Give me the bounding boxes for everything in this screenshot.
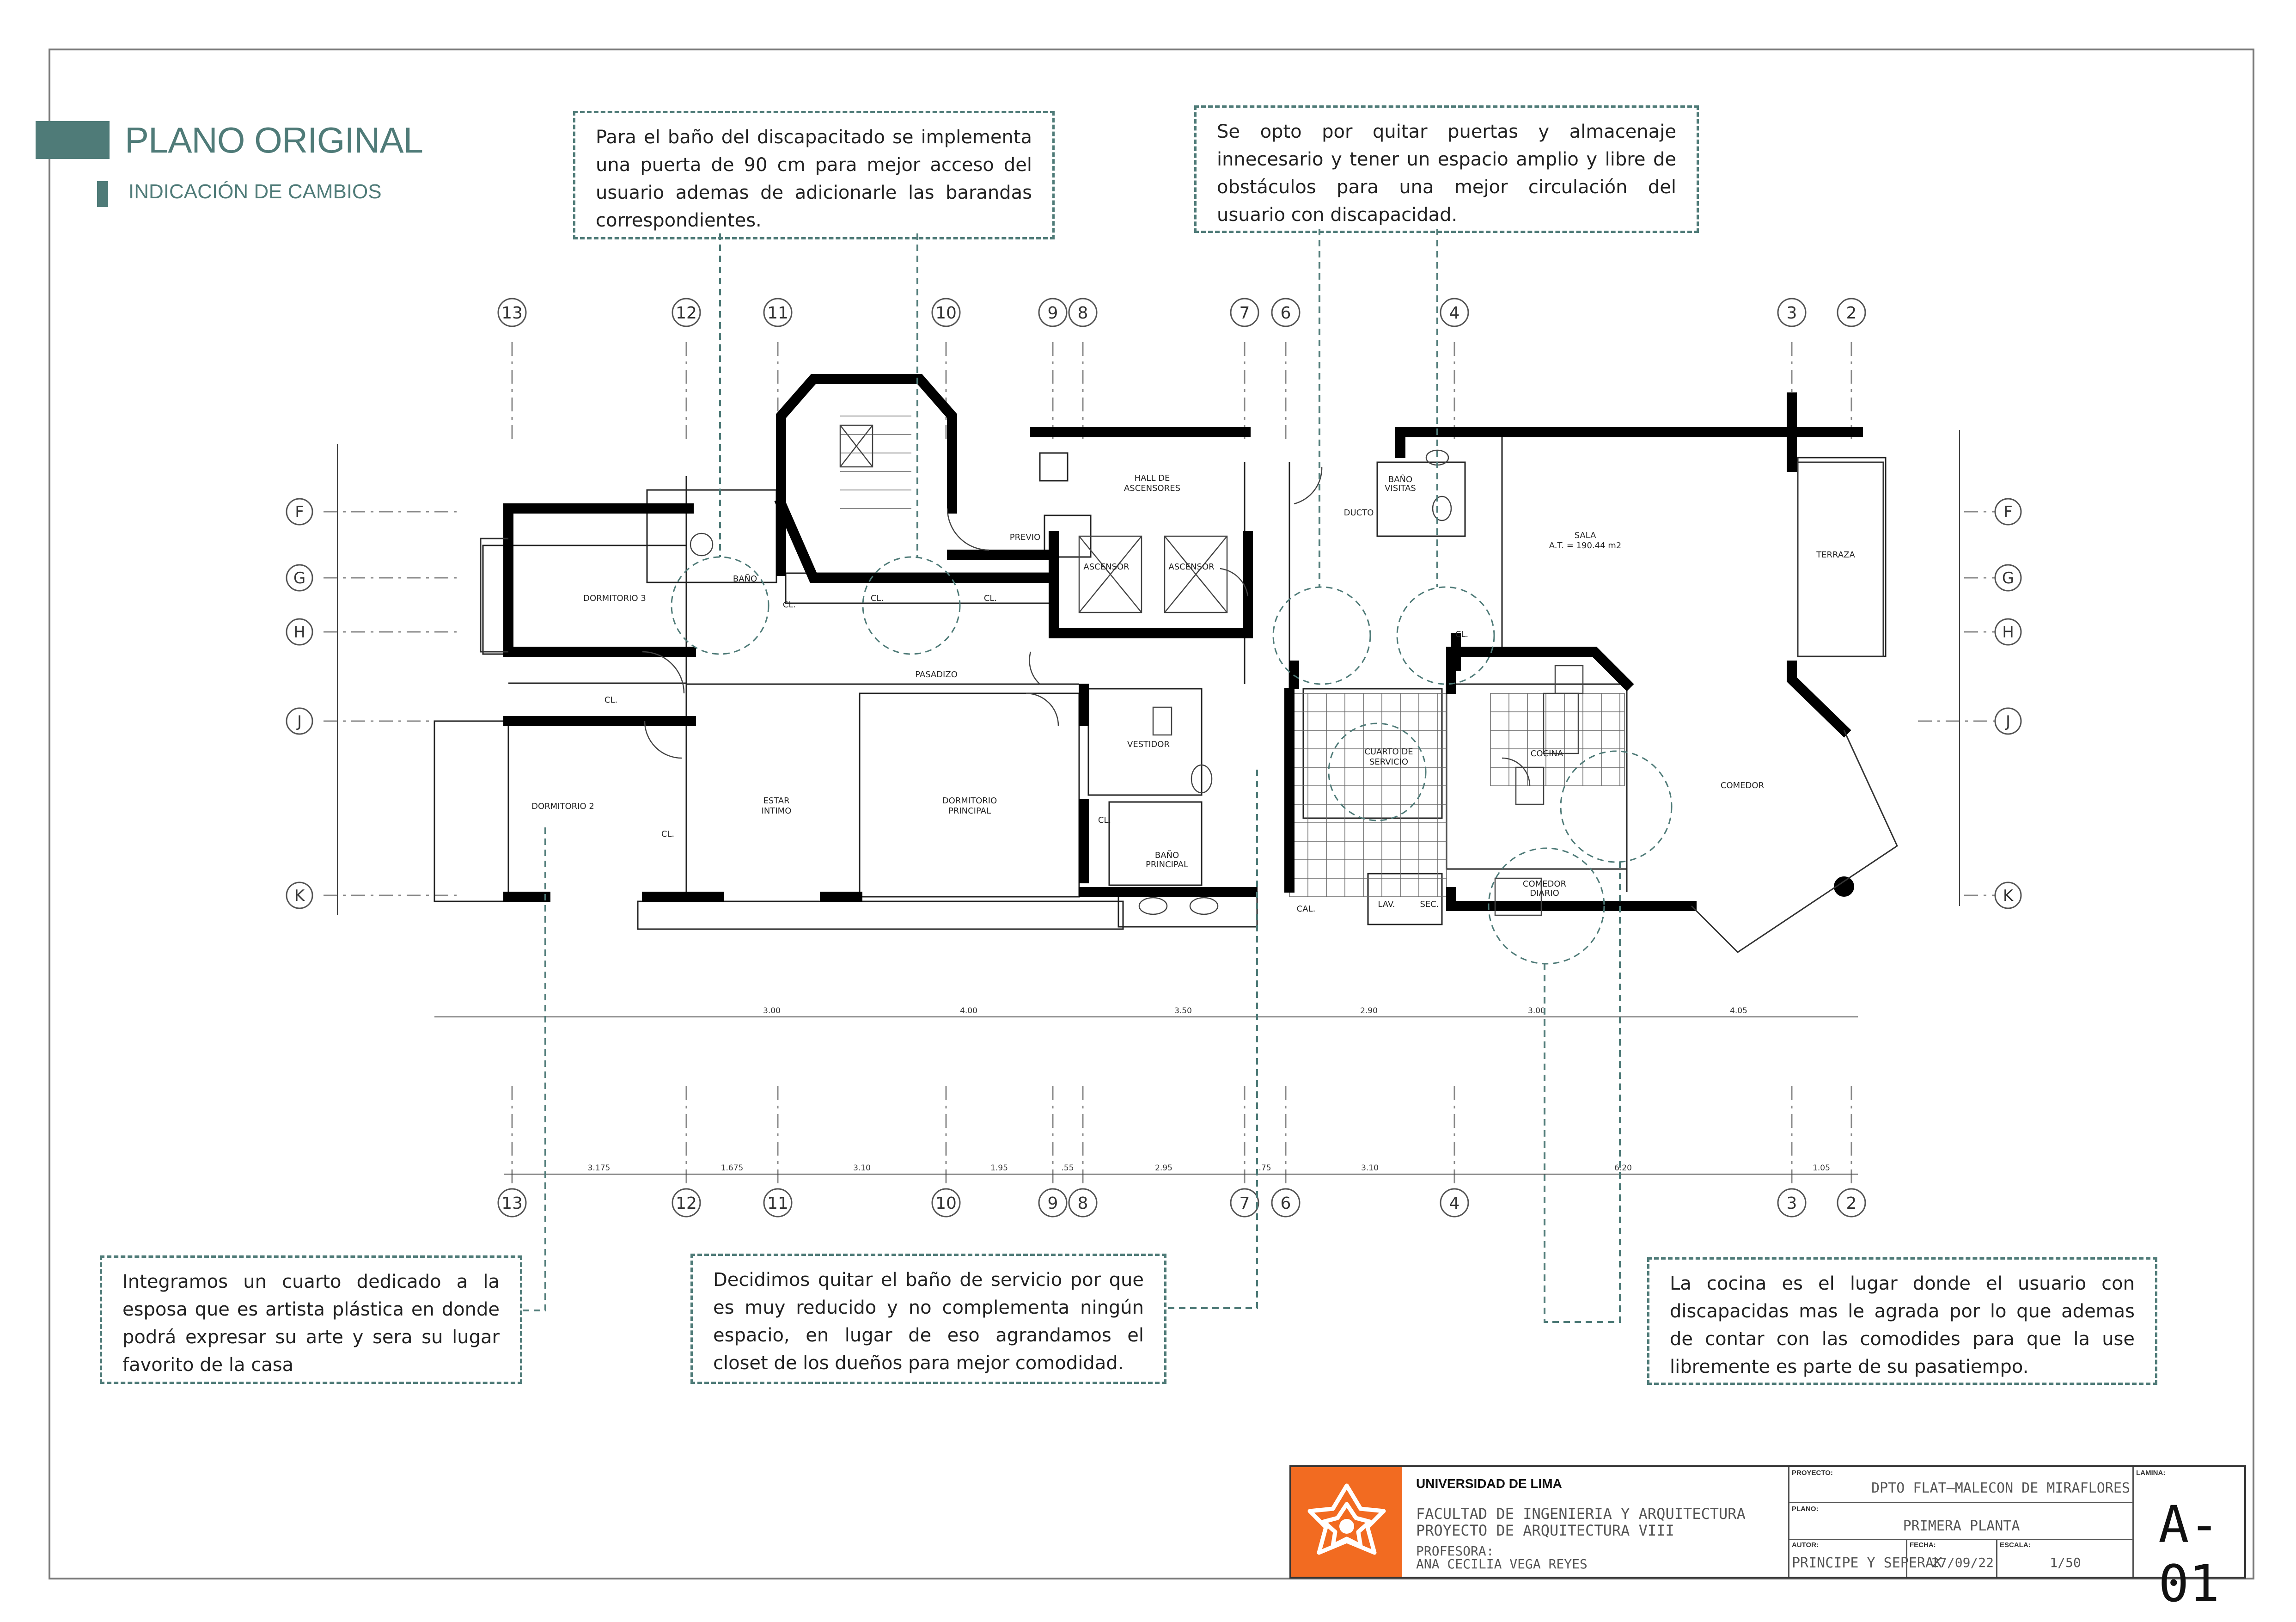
escala-label: ESCALA:: [2000, 1541, 2031, 1549]
plano-label: PLANO:: [1792, 1505, 1819, 1513]
room-label-ascensor: ASCENSOR: [1083, 562, 1130, 572]
fecha-value: 27/09/22: [1931, 1555, 1994, 1570]
dimension-label: 2.90: [1360, 1006, 1378, 1016]
room-label-lav: LAV.: [1378, 900, 1395, 909]
room-label-closet: CL.: [661, 829, 675, 839]
column-label: 8: [1077, 304, 1088, 323]
column-label: 7: [1239, 1194, 1250, 1213]
room-label-cocina: COCINA: [1530, 749, 1563, 759]
column-label: 10: [935, 304, 957, 323]
fecha-label: FECHA:: [1910, 1541, 1936, 1549]
row-label: F: [2003, 503, 2013, 521]
column-label: 4: [1449, 304, 1460, 323]
room-label-dorm-principal: DORMITORIO: [942, 796, 997, 806]
room-label-bano: BAÑO: [733, 574, 757, 584]
row-label: J: [297, 712, 302, 731]
column-label: 8: [1077, 1194, 1088, 1213]
room-label-intimo: INTIMO: [761, 806, 792, 816]
dimension-label: 1.05: [1813, 1163, 1830, 1173]
column-label: 3: [1786, 304, 1797, 323]
dimension-label: 2.95: [1155, 1163, 1172, 1173]
room-label-dormitorio-2: DORMITORIO 2: [531, 802, 594, 811]
room-label-ducto: DUCTO: [1343, 508, 1374, 518]
column-label: 13: [501, 304, 523, 323]
room-labels: [531, 473, 1855, 914]
autor-value: PRINCIPE Y SEPERAK: [1792, 1555, 1942, 1571]
room-label-closet: CL.: [1455, 630, 1469, 639]
room-label-closet: CL.: [870, 594, 884, 603]
proyecto-value: DPTO FLAT–MALECON DE MIRAFLORES: [1871, 1480, 2130, 1496]
faculty-name: FACULTAD DE INGENIERIA Y ARQUITECTURA: [1416, 1505, 1746, 1523]
lamina-value: A-01: [2158, 1495, 2220, 1613]
university-logo: [1291, 1467, 1402, 1577]
row-labels: [293, 503, 2014, 905]
column-bubbles-top: [498, 299, 1865, 326]
row-label: F: [295, 503, 304, 521]
room-label-previo: PREVIO: [1009, 533, 1041, 542]
room-label-cal: CAL.: [1296, 904, 1316, 914]
university-name: UNIVERSIDAD DE LIMA: [1416, 1476, 1562, 1491]
room-label-dormitorio-3: DORMITORIO 3: [583, 594, 646, 603]
room-label-closet: CL.: [782, 600, 796, 610]
column-label: 9: [1047, 304, 1058, 323]
room-label-bano-principal-2: PRINCIPAL: [1145, 860, 1189, 869]
dimension-label: 1.675: [721, 1163, 744, 1173]
note-accessible-bathroom: Para el baño del discapacitado se implementa una puerta de 90 cm para mejor acceso del usuario ademas de adicionarle las barandas correspondientes.: [573, 111, 1055, 239]
room-label-closet: CL.: [1098, 815, 1111, 825]
room-label-area: A.T. = 190.44 m2: [1549, 541, 1622, 551]
room-label-comedor-diario-2: DIARIO: [1530, 888, 1559, 898]
column-label: 11: [767, 304, 788, 323]
room-label-bano-visitas-2: VISITAS: [1385, 484, 1416, 493]
room-label-vestidor: VESTIDOR: [1127, 740, 1170, 749]
dimension-label: 3.50: [1174, 1006, 1192, 1016]
room-label-bano-visitas: BAÑO: [1388, 475, 1413, 484]
plano-value: PRIMERA PLANTA: [1903, 1518, 2020, 1534]
room-label-bano-principal: BAÑO: [1154, 851, 1179, 860]
room-label-ascensor: ASCENSOR: [1168, 562, 1215, 572]
room-label-comedor: COMEDOR: [1720, 781, 1765, 790]
room-label-comedor-diario: COMEDOR: [1522, 879, 1567, 889]
room-label-terraza: TERRAZA: [1816, 550, 1855, 560]
note-art-room: Integramos un cuarto dedicado a la esposa que es artista plástica en donde podrá expresar su arte y sera su lugar favorito de la casa: [100, 1255, 522, 1384]
dimension-label: 3.175: [587, 1163, 611, 1173]
room-label-hall-2: ASCENSORES: [1124, 484, 1181, 493]
grid-lines: [324, 342, 1997, 1183]
column-bubbles-bottom: [498, 1189, 1865, 1217]
column-label: 12: [676, 304, 697, 323]
note-kitchen: La cocina es el lugar donde el usuario con discapacidas mas le agrada por lo que ademas de contar con las comodides para que la use libremente es parte de su pasatiempo.: [1647, 1257, 2157, 1385]
column-label: 6: [1280, 304, 1291, 323]
row-bubbles: [287, 499, 2021, 908]
lamina-label: LAMINA:: [2136, 1469, 2166, 1477]
room-label-pasadizo: PASADIZO: [915, 670, 958, 679]
dimension-label: 6.20: [1614, 1163, 1632, 1173]
column-label: 10: [935, 1194, 957, 1213]
dimension-label: 3.10: [853, 1163, 871, 1173]
dimension-label: .75: [1258, 1163, 1271, 1173]
room-label-sec: SEC.: [1420, 900, 1439, 909]
autor-label: AUTOR:: [1792, 1541, 1819, 1549]
column-label: 6: [1280, 1194, 1291, 1213]
course-name: PROYECTO DE ARQUITECTURA VIII: [1416, 1522, 1674, 1539]
room-label-estar: ESTAR: [763, 796, 790, 806]
teacher-name: ANA CECILIA VEGA REYES: [1416, 1556, 1588, 1572]
dimension-label: 4.05: [1730, 1006, 1747, 1016]
row-label: G: [2002, 569, 2015, 588]
row-label: H: [2002, 623, 2014, 642]
room-label-cuarto-servicio-2: SERVICIO: [1369, 757, 1408, 767]
dimension-label: 3.00: [1528, 1006, 1545, 1016]
room-label-closet: CL.: [983, 594, 997, 603]
column-label: 2: [1846, 304, 1857, 323]
row-label: J: [2005, 712, 2011, 731]
row-label: H: [293, 623, 305, 642]
proyecto-label: PROYECTO:: [1792, 1469, 1833, 1477]
dimension-label: 3.00: [763, 1006, 781, 1016]
note-removed-doors: Se opto por quitar puertas y almacenaje innecesario y tener un espacio amplio y libre de obstáculos para una mejor circulación del usuario con discapacidad.: [1194, 105, 1699, 233]
column-label: 3: [1786, 1194, 1797, 1213]
room-label-cuarto-servicio: CUARTO DE: [1364, 747, 1413, 757]
row-label: K: [2003, 887, 2014, 905]
star-logo-icon: [1291, 1467, 1402, 1577]
structural-walls: [508, 379, 1858, 906]
dimension-label: 3.10: [1361, 1163, 1379, 1173]
dimension-label: 4.00: [960, 1006, 977, 1016]
note-service-bath-removed: Decidimos quitar el baño de servicio por que es muy reducido y no complementa ningún espacio, en lugar de eso agrandamos el closet de los dueños para mejor comodidad.: [690, 1254, 1166, 1384]
column-labels-bottom: [501, 1194, 1856, 1213]
page-title: PLANO ORIGINAL: [125, 120, 423, 160]
row-label: G: [293, 569, 306, 588]
page-subtitle: INDICACIÓN DE CAMBIOS: [128, 180, 382, 203]
column-label: 13: [501, 1194, 523, 1213]
column-label: 9: [1047, 1194, 1058, 1213]
room-label-sala: SALA: [1574, 531, 1596, 540]
dimension-label: .55: [1061, 1163, 1074, 1173]
teacher-label: PROFESORA:: [1416, 1543, 1494, 1559]
title-block: [1289, 1465, 2246, 1613]
room-label-closet: CL.: [604, 695, 618, 705]
row-label: K: [294, 887, 305, 905]
column-labels-top: [501, 304, 1856, 323]
room-label-dorm-principal-2: PRINCIPAL: [948, 806, 991, 816]
dimension-label: 1.95: [990, 1163, 1008, 1173]
room-label-hall: HALL DE: [1134, 473, 1170, 483]
column-label: 12: [676, 1194, 697, 1213]
column-label: 2: [1846, 1194, 1857, 1213]
escala-value: 1/50: [2050, 1555, 2081, 1570]
column-label: 4: [1449, 1194, 1460, 1213]
dimension-labels: [588, 1006, 1830, 1173]
column-label: 11: [767, 1194, 788, 1213]
column-label: 7: [1239, 304, 1250, 323]
